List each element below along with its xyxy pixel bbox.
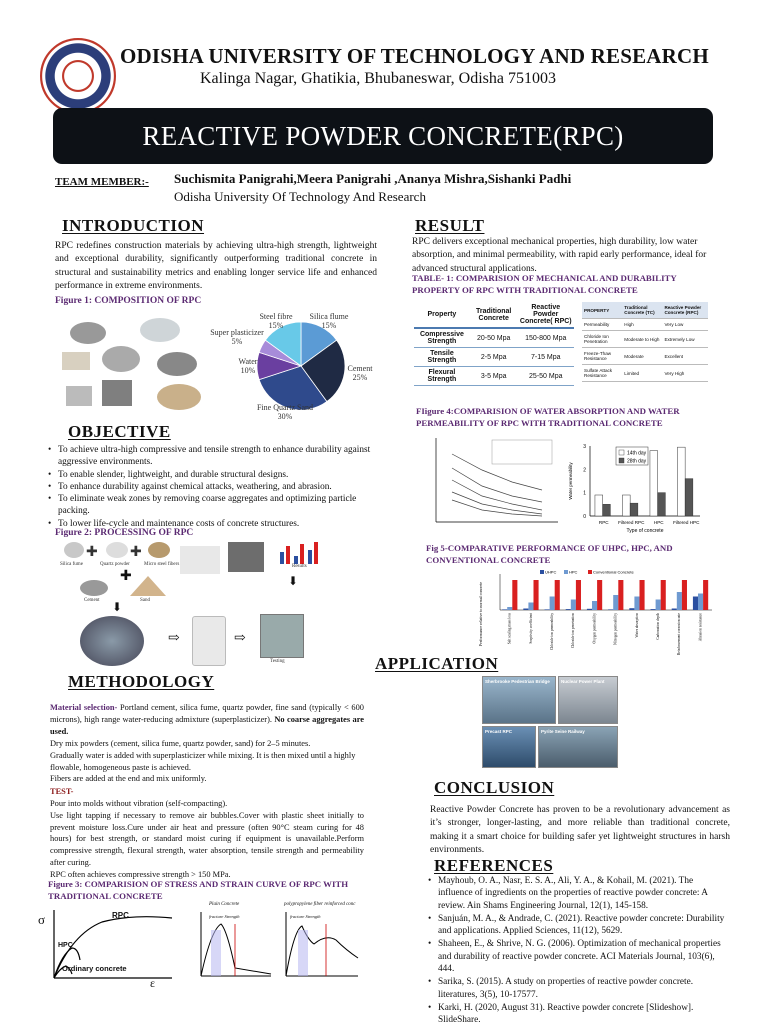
- plus-icon: ✚: [86, 545, 98, 560]
- objective-heading: OBJECTIVE: [68, 422, 171, 441]
- bar: [587, 609, 592, 610]
- pie-label-pct: 5%: [231, 337, 243, 346]
- table-row: [414, 348, 574, 367]
- x-tick-label: RPC: [598, 520, 609, 525]
- photo-caption: Precast RPC: [485, 729, 513, 734]
- legend-label: 28th day: [627, 458, 647, 465]
- team-org: Odisha University Of Technology And Research: [174, 189, 426, 204]
- bar: [523, 609, 528, 611]
- polypropylene-curve: [280, 902, 362, 988]
- table-cell: Compressive Strength: [414, 328, 470, 348]
- result-heading: RESULT: [415, 216, 485, 235]
- bar: [630, 503, 638, 516]
- processing-diagram: [60, 540, 340, 670]
- result-text: RPC delivers exceptional mechanical properties, high durability, low water absorption, and minimal permeability, with rapid early performance, ideal for advanced structural applications.: [412, 237, 707, 274]
- bar: [566, 609, 571, 610]
- power-plant-photo: [558, 676, 618, 724]
- test-step-1: Pour into molds without vibration (self-compacting).: [50, 799, 228, 808]
- x-tick-label: Salt scaling mass loss: [507, 613, 512, 645]
- pie-label-pct: 25%: [352, 373, 368, 382]
- water-permeability-chart: [566, 436, 716, 538]
- bar: [603, 504, 611, 516]
- test-label: TEST-: [50, 787, 74, 796]
- pie-label-name: Cement: [347, 364, 373, 373]
- legend-label: 14th day: [627, 450, 647, 457]
- table-cell: Moderate: [622, 348, 662, 365]
- bar: [502, 609, 507, 610]
- stress-strain-chart: [32, 904, 182, 990]
- x-tick-label: HPC: [653, 520, 664, 525]
- conclusion-text: Reactive Powder Concrete has proven to be a revolutionary advancement as it’s stronger, longer-lasting, and more reliable than traditional concrete, making it a smart choice for building safer yet lightweight structures in harsh environments.: [430, 805, 730, 855]
- bar: [651, 609, 656, 610]
- legend-label: HPC: [569, 569, 578, 575]
- portland-cement-photo: [70, 322, 106, 344]
- poster-title: REACTIVE POWDER CONCRETE(RPC): [53, 108, 713, 164]
- legend-swatch: [619, 450, 624, 455]
- table-cell: Permeability: [582, 319, 622, 331]
- pie-label-cement: [345, 364, 375, 382]
- bar: [576, 580, 581, 610]
- table-row: [582, 319, 708, 331]
- bar: [629, 608, 634, 610]
- table-cell: Very Low: [662, 319, 708, 331]
- bar: [639, 580, 644, 610]
- y-tick-label: 2: [583, 467, 586, 474]
- bar: [685, 479, 693, 516]
- y-tick-label: 0: [583, 514, 586, 520]
- bar: [677, 592, 682, 610]
- x-tick-label: Reinforcement corrosion rate: [677, 613, 682, 656]
- y-axis-label: Water permeability: [568, 462, 573, 500]
- pie-label-name: Water: [238, 357, 258, 366]
- objective-item: • To enable slender, lightweight, and durable structural designs.: [48, 469, 378, 481]
- table-row: [582, 331, 708, 348]
- superplasticizer-photo: [62, 352, 90, 370]
- y-tick-label: 1: [583, 490, 586, 497]
- table1-caption: TABLE- 1: COMPARISION OF MECHANICAL AND DURABILITY PROPERTY OF RPC WITH TRADITIONAL CONCRETE: [412, 273, 677, 295]
- composition-photos: [62, 316, 222, 416]
- material-text: Portland cement, silica fume, quartz powder, fine sand (typically < 600 microns), high range water-reducing admixture (superplasticizer).: [50, 703, 364, 724]
- table-cell: Chloride Ion Penetration: [582, 331, 622, 348]
- bar: [507, 607, 512, 610]
- proc-label: Cement: [84, 598, 100, 603]
- methodology-mix: [50, 738, 364, 785]
- bar: [533, 580, 538, 610]
- table-cell: Moderate to High: [622, 331, 662, 348]
- pie-label-pct: 10%: [240, 366, 256, 375]
- figure1-caption: Figure 1: COMPOSITION OF RPC: [55, 296, 202, 306]
- mix-step-3: Fibers are added at the end and mix uniformly.: [50, 774, 207, 784]
- steel-fibers-img: [148, 542, 170, 558]
- table-cell: Excellent: [662, 348, 708, 365]
- references-list: [428, 875, 728, 1028]
- bar: [677, 447, 685, 516]
- silica-fume-photo: [157, 352, 197, 376]
- railway-photo: [538, 726, 618, 768]
- application-photos: [482, 676, 618, 768]
- water-absorption-chart: [422, 434, 562, 538]
- pie-label-pct: 15%: [268, 321, 284, 330]
- reference-item: • Shaheen, E., & Shrive, N. G. (2006). Optimization of mechanical properties and durability of reactive powder concrete. ACI Materials Journal, 103(6), 444.: [428, 938, 728, 975]
- right-arrow-icon: ⇨: [234, 631, 246, 646]
- silica-fume-photo-small: [102, 346, 140, 372]
- introduction-text: RPC redefines construction materials by achieving ultra-high strength, lightweight and exceptional durability, significantly outperforming traditional concrete in structural and sustainability metrics and enabling longer service life and enhanced performance in extreme environments.: [55, 241, 377, 291]
- proc-label: Silica fume: [60, 562, 83, 567]
- bar: [698, 594, 703, 611]
- bar: [613, 595, 618, 610]
- application-heading: APPLICATION: [375, 654, 499, 673]
- references-heading: REFERENCES: [434, 856, 554, 875]
- bar: [608, 609, 613, 610]
- bridge-photo: [482, 676, 556, 724]
- bar: [650, 451, 658, 516]
- x-tick-label: Sorptivity coefficient: [528, 613, 533, 644]
- pie-label-steel: [256, 312, 296, 330]
- plain-concrete-curve: [195, 902, 275, 988]
- table-cell: Limited: [622, 365, 662, 382]
- test-step-3: RPC often achieves compressive strength > 150 MPa.: [50, 869, 231, 879]
- bar: [571, 600, 576, 611]
- pie-label-name: Steel fibre: [259, 312, 293, 321]
- table-row: [414, 328, 574, 348]
- polymer-photo: [66, 386, 92, 406]
- photo-caption: Nuclear Power Plant: [561, 679, 605, 684]
- plus-icon: ✚: [120, 569, 132, 584]
- bar: [658, 493, 666, 516]
- bar: [634, 597, 639, 611]
- x-tick-label: Abrasion resistance: [698, 613, 703, 642]
- bar: [550, 597, 555, 611]
- results-mini-chart: [278, 540, 330, 564]
- methodology-material: [50, 702, 364, 737]
- pie-label-silica: [307, 312, 351, 330]
- durability-property-table: [582, 302, 708, 382]
- fracture-strength-label: fracture Strength: [209, 914, 240, 919]
- x-tick-label: Nitrogen permeability: [613, 613, 618, 645]
- quartz-powder-photo: [140, 318, 180, 342]
- plain-concrete-title: Plain Concrete: [209, 902, 240, 907]
- bar: [622, 495, 630, 516]
- pie-label-pct: 30%: [277, 412, 293, 421]
- legend-swatch: [540, 570, 544, 574]
- table-cell: Sulfate Attack Resistance: [582, 365, 622, 382]
- proc-label: Testing: [270, 659, 285, 664]
- bar: [682, 580, 687, 610]
- bar: [592, 601, 597, 610]
- table-row: [414, 367, 574, 386]
- photo-caption: Pyrite Seine Railway: [541, 729, 585, 734]
- table-row: [582, 348, 708, 365]
- bar: [703, 580, 708, 610]
- fracture-strength-label: fracture Strength: [290, 914, 321, 919]
- pie-label-name: Fine Quartz Sand: [257, 403, 313, 412]
- objective-item: • To enhance durability against chemical attacks, weathering, and abrasion.: [48, 481, 378, 493]
- university-logo: [40, 38, 116, 114]
- table-header-cell: Property: [414, 302, 470, 328]
- material-bold: No coarse aggregates are used.: [50, 714, 364, 736]
- hpc-curve-label: HPC: [58, 942, 73, 949]
- photo-caption: Sherbrooke Pedestrian Bridge: [485, 679, 550, 684]
- figure4-caption: FIigure 4:COMPARISION OF WATER ABSORPTION AND WATER PERMEABILITY OF RPC WITH TRADITIONAL CONCRETE: [416, 406, 680, 428]
- bar: [595, 495, 603, 516]
- proc-label: Results: [292, 564, 307, 569]
- x-axis-label: Type of concrete: [626, 528, 664, 534]
- table-cell: Freeze-Thaw Resistance: [582, 348, 622, 365]
- performance-comparison-chart: [470, 568, 720, 660]
- plus-icon: ✚: [130, 545, 142, 560]
- team-label: TEAM MEMBER:-: [55, 176, 149, 188]
- table-cell: 3-5 Mpa: [470, 367, 518, 386]
- table-header-row: [582, 302, 708, 319]
- x-tick-label: Water absorption: [634, 613, 639, 638]
- pie-label-superplasticizer: [205, 328, 269, 346]
- reference-item: • Sanjuán, M. A., & Andrade, C. (2021). Reactive powder concrete: Durability and applications. Applied Sciences, 11(12), 5629.: [428, 913, 728, 938]
- objective-list: [48, 444, 378, 530]
- silica-fume-img: [64, 542, 84, 558]
- table-header-cell: Traditional Concrete (TC): [622, 302, 662, 319]
- bar: [656, 600, 661, 611]
- table-cell: High: [622, 319, 662, 331]
- epsilon-axis-label: ε: [150, 976, 156, 990]
- table-cell: Very High: [662, 365, 708, 382]
- steel-fibres-photo: [102, 380, 132, 406]
- figure5-caption: Fig 5-COMPARATIVE PERFORMANCE OF UHPC, HPC, AND CONVENTIONAL CONCRETE: [426, 543, 673, 565]
- reference-item: • Karki, H. (2020, August 31). Reactive powder concrete [Slideshow]. SlideShare.: [428, 1002, 728, 1027]
- material-label: Material selection-: [50, 703, 118, 712]
- proc-label: Micro steel fibers: [144, 562, 180, 567]
- rpc-curve-label: RPC: [112, 911, 129, 920]
- table-cell: 20-50 Mpa: [470, 328, 518, 348]
- reference-item: • Sarika, S. (2015). A study on properties of reactive powder concrete. literatures, 3(5), 10-17577.: [428, 976, 728, 1001]
- bar: [661, 580, 666, 610]
- bar: [555, 580, 560, 610]
- methodology-test: [50, 798, 364, 881]
- table-cell: 7-15 Mpa: [518, 348, 574, 367]
- cement-img: [80, 580, 108, 596]
- team-names: Suchismita Panigrahi,Meera Panigrahi ,Ananya Mishra,Sishanki Padhi: [174, 171, 572, 186]
- y-axis-label: Performance relative to normal concrete: [478, 581, 483, 647]
- testing-machine-photo: [260, 614, 304, 658]
- sigma-axis-label: σ: [38, 912, 46, 927]
- mix-step-2: Gradually water is added with superplasticizer while mixing. It is then mixed until a highly flowable, homogeneous paste is achieved.: [50, 750, 356, 772]
- table-header-cell: Traditional Concrete: [470, 302, 518, 328]
- pie-label-name: Super plasticizer: [210, 328, 264, 337]
- quartz-powder-img: [106, 542, 128, 558]
- legend-swatch: [619, 458, 624, 463]
- legend-swatch: [588, 570, 592, 574]
- bar: [528, 603, 533, 611]
- mechanical-property-table: [414, 302, 574, 386]
- down-arrow-icon: ⬇: [112, 600, 123, 614]
- objective-item: • To lower life-cycle and maintenance costs of concrete structures.: [48, 518, 378, 530]
- microscope-photo: [228, 542, 264, 572]
- bar: [597, 580, 602, 610]
- right-arrow-icon: ⇨: [168, 631, 180, 646]
- poly-concrete-title: polypropylene fiber reinforced conc: [284, 902, 356, 907]
- reference-item: • Mayhoub, O. A., Nasr, E. S. A., Ali, Y. A., & Kohail, M. (2021). The influence of ingredients on the properties of reactive powder concrete: A review. Ain Shams Engineering Journal, 12(1), 145-158.: [428, 875, 728, 912]
- bar: [545, 609, 550, 610]
- introduction-heading: INTRODUCTION: [62, 216, 205, 235]
- mix-step-1: Dry mix powders (cement, silica fume, quartz powder, sand) for 2–5 minutes.: [50, 739, 311, 748]
- bar: [672, 609, 677, 611]
- methodology-heading: METHODOLOGY: [68, 672, 215, 691]
- bar: [512, 580, 517, 610]
- pie-label-pct: 15%: [321, 321, 337, 330]
- x-tick-label: Filtered HPC: [673, 520, 700, 525]
- ordinary-curve-label: Ordinary concrete: [62, 964, 127, 973]
- legend-label: Conventional Concrete: [593, 569, 634, 575]
- table-cell: 150-800 Mpa: [518, 328, 574, 348]
- table-cell: Extremely Low: [662, 331, 708, 348]
- bar: [693, 597, 698, 611]
- table-row: [582, 365, 708, 382]
- mixer-photo: [80, 616, 144, 666]
- table-cell: Flexural Strength: [414, 367, 470, 386]
- table-cell: 25-50 Mpa: [518, 367, 574, 386]
- test-step-2: Use light tapping if necessary to remove air bubbles.Cover with plastic sheet initially to prevent moisture loss.Cure under air heat and pressure (often 90°C steam curing for 48 hours) for best strength, or standard moist curing if equipment is unavailable.Perform compressive strength, flexural strength, water absorption, tensile strength and permeability after curing.: [50, 810, 364, 867]
- legend-label: UHPC: [545, 569, 557, 575]
- university-address: Kalinga Nagar, Ghatikia, Bhubaneswar, Odisha 751003: [200, 70, 556, 87]
- down-arrow-icon: ⬇: [288, 574, 299, 588]
- sand-img: [130, 576, 166, 596]
- x-tick-label: Chloride ion permeability: [550, 613, 554, 651]
- table-header-cell: PROPERTY: [582, 302, 622, 319]
- pie-label-water: [236, 357, 260, 375]
- bar: [618, 580, 623, 610]
- conclusion-heading: CONCLUSION: [434, 778, 555, 797]
- table-header-row: [414, 302, 574, 328]
- legend-swatch: [564, 570, 568, 574]
- proc-label: Sand: [140, 598, 150, 603]
- table-cell: Tensile Strength: [414, 348, 470, 367]
- university-name: ODISHA UNIVERSITY OF TECHNOLOGY AND RESEARCH: [120, 44, 709, 68]
- y-tick-label: 3: [583, 444, 586, 450]
- proc-label: Quartz powder: [100, 562, 130, 567]
- x-tick-label: Carbonation depth: [656, 613, 660, 640]
- x-tick-label: Chloride ion penetration: [571, 613, 576, 649]
- figure3-caption: Figure 3: COMPARISION OF STRESS AND STRAIN CURVE OF RPC WITH TRADITIONAL CONCRETE: [48, 879, 349, 901]
- table-header-cell: Reactive Powder Concrete( RPC): [518, 302, 574, 328]
- precast-rpc-photo: [482, 726, 536, 768]
- x-tick-label: Oxygen permeability: [592, 613, 597, 644]
- specimen-photo: [180, 546, 220, 574]
- figure2-caption: Figure 2: PROCESSING OF RPC: [55, 528, 194, 538]
- objective-item: • To eliminate weak zones by removing coarse aggregates and optimizing particle packing.: [48, 493, 378, 518]
- pie-label-sand: [250, 403, 320, 421]
- x-tick-label: Filtered RPC: [618, 520, 645, 525]
- fine-sand-photo: [157, 384, 201, 410]
- cylinder-specimen-photo: [192, 616, 226, 666]
- pie-label-name: Silica flume: [309, 312, 349, 321]
- objective-item: • To achieve ultra-high compressive and tensile strength to enhance durability against aggressive environments.: [48, 444, 378, 469]
- table-cell: 2-5 Mpa: [470, 348, 518, 367]
- table-header-cell: Reactive Powder Concrete (RPC): [662, 302, 708, 319]
